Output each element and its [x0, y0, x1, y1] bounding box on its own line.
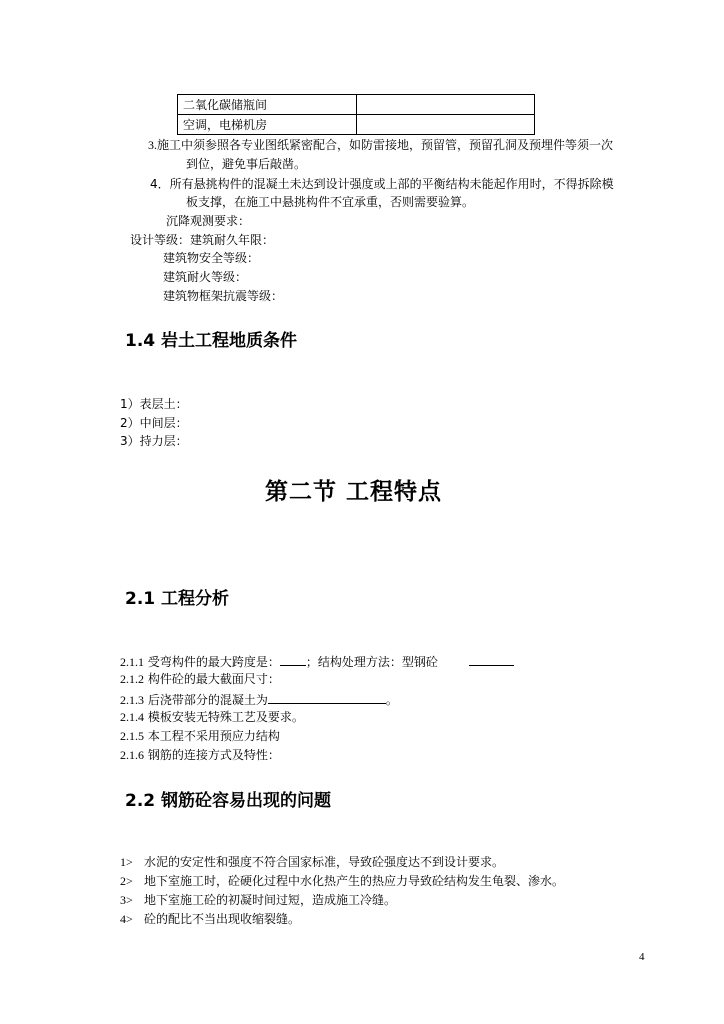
table-row [178, 95, 535, 115]
list-item: 3）持力层： [120, 434, 188, 448]
item-text: 构件砼的最大截面尺寸： [147, 672, 280, 686]
list-item: 2）中间层： [120, 416, 188, 430]
item-text: 。 [385, 693, 398, 707]
table-cell [357, 115, 535, 135]
item-text: 后浇带部分的混凝土为 [147, 693, 268, 707]
analysis-item-6 [120, 748, 280, 763]
seismic-grade: 建筑物框架抗震等级： [163, 289, 284, 303]
settlement-requirement: 沉降观测要求： [166, 214, 251, 228]
table-cell: 二氧化碳储瓶间 [178, 95, 357, 115]
item-number: 1> [120, 855, 133, 869]
problem-item [120, 912, 300, 927]
chapter-title: 第二节 工程特点 [265, 479, 443, 505]
section-2-2-heading: 2.2 钢筋砼容易出现的问题 [125, 791, 332, 811]
analysis-item-4 [120, 710, 304, 725]
item-number: 3> [120, 893, 133, 907]
item-number: 2.1.1 [120, 655, 144, 669]
item-text: 模板安装无特殊工艺及要求。 [147, 710, 304, 724]
analysis-item-5 [120, 729, 280, 744]
note-4-line-2: 板支撑，在施工中悬挑构件不宜承重，否则需要验算。 [186, 195, 475, 209]
analysis-item-1 [120, 653, 438, 670]
item-text: 地下室施工砼的初凝时间过短，造成施工冷缝。 [144, 893, 397, 907]
table-cell: 空调，电梯机房 [178, 115, 357, 135]
item-text: 地下室施工时，砼硬化过程中水化热产生的热应力导致砼结构发生龟裂、渗水。 [144, 874, 565, 888]
analysis-item-3 [120, 691, 398, 708]
item-number: 2.1.6 [120, 748, 144, 762]
problem-item [120, 893, 396, 908]
item-text: 砼的配比不当出现收缩裂缝。 [144, 912, 301, 926]
item-number: 2.1.4 [120, 710, 144, 724]
item-number: 2> [120, 874, 133, 888]
table-cell [357, 95, 535, 115]
section-1-4-heading: 1.4 岩土工程地质条件 [125, 331, 298, 351]
item-text: ；结构处理方法：型钢砼 [305, 655, 438, 669]
item-text: 钢筋的连接方式及特性： [147, 748, 280, 762]
design-grade: 设计等级：建筑耐久年限： [130, 233, 275, 247]
note-3-line-1 [148, 138, 613, 153]
analysis-item-2 [120, 672, 280, 687]
item-text: 水泥的安定性和强度不符合国家标准，导致砼强度达不到设计要求。 [144, 855, 505, 869]
note-3-number: 3. [148, 138, 157, 152]
note-3-text: 施工中须参照各专业图纸紧密配合，如防雷接地，预留管，预留孔洞及预埋件等须一次 [157, 138, 614, 152]
item-number: 2.1.2 [120, 672, 144, 686]
item-number: 2.1.5 [120, 729, 144, 743]
item-number: 4> [120, 912, 133, 926]
table-row [178, 115, 535, 135]
rooms-table [177, 94, 535, 135]
item-number: 2.1.3 [120, 693, 144, 707]
list-item: 1）表层土： [120, 397, 188, 411]
note-4-line-1: 4．所有悬挑构件的混凝土未达到设计强度或上部的平衡结构未能起作用时，不得拆除模 [150, 177, 614, 191]
page-number: 4 [639, 951, 645, 963]
item-text: 本工程不采用预应力结构 [147, 729, 280, 743]
section-2-1-heading: 2.1 工程分析 [125, 589, 230, 609]
fill-blank [280, 653, 306, 666]
note-3-line-2: 到位，避免事后敲凿。 [186, 157, 307, 171]
problem-item [120, 855, 504, 870]
safety-grade: 建筑物安全等级： [163, 251, 260, 265]
item-text: 受弯构件的最大跨度是： [147, 655, 280, 669]
fire-grade: 建筑耐火等级： [163, 270, 248, 284]
problem-item [120, 874, 564, 889]
fill-blank [268, 691, 386, 704]
fill-blank [469, 653, 514, 666]
